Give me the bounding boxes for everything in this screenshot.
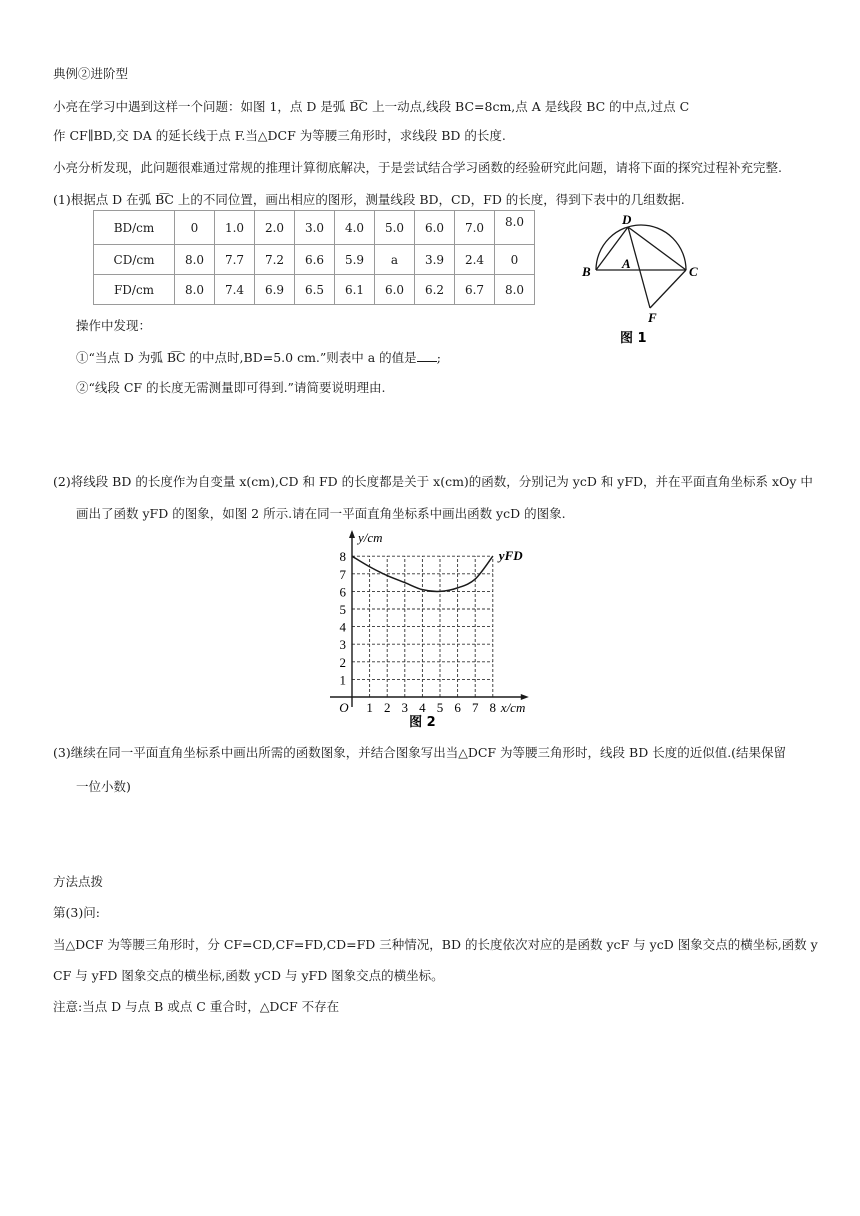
table-cell: 6.2: [415, 275, 455, 305]
table-cell: 5.0: [375, 211, 415, 245]
series-label-yfd: yFD: [498, 548, 523, 564]
segment-df: [628, 227, 650, 308]
label-c: C: [689, 264, 698, 279]
figure-1-diagram: [578, 212, 708, 348]
segment-cf: [650, 270, 686, 308]
table-cell: 6.0: [415, 211, 455, 245]
part3-line-1: (3)继续在同一平面直角坐标系中画出所需的函数图象，并结合图象写出当△DCF 为等腰三角形时，线段 BD 长度的近似值.(结果保留: [53, 745, 787, 760]
question-2: ②“线段 CF 的长度无需测量即可得到.”请简要说明理由.: [76, 380, 386, 395]
arc-bc: [596, 225, 686, 270]
y-tick-label: 7: [339, 566, 346, 582]
table-cell: 6.5: [295, 275, 335, 305]
x-axis-label: x/cm: [500, 700, 526, 715]
method-title: 方法点拨: [53, 874, 104, 889]
y-tick-label: 2: [339, 654, 346, 670]
x-tick-label: 2: [383, 700, 391, 715]
table-cell: 6.0: [375, 275, 415, 305]
table-cell: 2.0: [255, 211, 295, 245]
table-cell: BD/cm: [94, 211, 175, 245]
intro-line-1: 小亮在学习中遇到这样一个问题：如图 1，点 D 是弧 B͡C 上一动点,线段 BC=8cm,点 A 是线段 BC 的中点,过点 C: [53, 99, 690, 114]
y-tick-label: 5: [339, 602, 346, 617]
table-cell: 1.0: [215, 211, 255, 245]
y-tick-label: 1: [339, 672, 346, 688]
figure-2-chart: [328, 530, 533, 730]
table-cell: FD/cm: [94, 275, 175, 305]
x-tick-label: 1: [366, 700, 373, 715]
figure-2-caption: 图 2: [409, 715, 436, 730]
label-d: D: [622, 212, 632, 227]
part3-line-2: 一位小数): [76, 779, 131, 794]
table-cell: 3.0: [295, 211, 335, 245]
intro-line-3: 小亮分析发现，此问题很难通过常规的推理计算彻底解决，于是尝试结合学习函数的经验研究此问题，请将下面的探究过程补充完整.: [53, 160, 782, 175]
y-tick-label: 8: [339, 549, 346, 565]
table-cell: 0: [175, 211, 215, 245]
table-cell: 2.4: [455, 245, 495, 275]
label-f: F: [648, 310, 657, 325]
table-cell: 8.0: [495, 275, 535, 305]
figure-1-caption: 图 1: [620, 331, 647, 346]
table-cell: 7.4: [215, 275, 255, 305]
method-subtitle: 第(3)问:: [53, 905, 100, 920]
table-cell: 7.7: [215, 245, 255, 275]
example-heading: 典例②进阶型: [53, 66, 129, 81]
segment-dc: [628, 227, 686, 270]
table-row: [94, 211, 535, 245]
x-tick-label: 5: [436, 700, 444, 715]
data-table: [93, 210, 535, 305]
part1-text: (1)根据点 D 在弧 B͡C 上的不同位置，画出相应的图形，测量线段 BD，CD，FD 的长度，得到下表中的几组数据.: [53, 192, 685, 207]
operation-label: 操作中发现：: [76, 318, 152, 333]
y-tick-label: 4: [339, 619, 346, 635]
table-cell: 6.6: [295, 245, 335, 275]
table-cell: 0: [495, 245, 535, 275]
table-cell: 8.0: [495, 211, 535, 245]
x-tick-label: 4: [419, 700, 426, 715]
table-cell: 6.9: [255, 275, 295, 305]
table-cell: 5.9: [335, 245, 375, 275]
x-tick-label: 3: [401, 700, 409, 715]
table-cell: 4.0: [335, 211, 375, 245]
question-1: [76, 349, 441, 366]
table-cell: 7.2: [255, 245, 295, 275]
x-tick-label: 7: [471, 700, 479, 715]
method-line-2: CF 与 yFD 图象交点的横坐标,函数 yCD 与 yFD 图象交点的横坐标。: [53, 968, 444, 983]
table-cell: 6.7: [455, 275, 495, 305]
x-tick-label: 8: [489, 700, 497, 715]
table-cell: a: [375, 245, 415, 275]
y-axis-arrow: [349, 530, 355, 538]
question-1-end: ;: [436, 350, 441, 365]
intro-line-2: 作 CF∥BD,交 DA 的延长线于点 F.当△DCF 为等腰三角形时，求线段 BD 的长度.: [53, 128, 506, 143]
table-cell: 8.0: [175, 275, 215, 305]
part2-line-2: 画出了函数 yFD 的图象，如图 2 所示.请在同一平面直角坐标系中画出函数 ycD 的图象.: [76, 506, 566, 521]
table-cell: 3.9: [415, 245, 455, 275]
y-axis-label: y/cm: [358, 530, 383, 545]
origin-label: O: [339, 700, 349, 715]
question-1-text: ①“当点 D 为弧 B͡C 的中点时,BD=5.0 cm.”则表中 a 的值是: [76, 350, 417, 365]
table-cell: 8.0: [175, 245, 215, 275]
method-line-1: 当△DCF 为等腰三角形时，分 CF=CD,CF=FD,CD=FD 三种情况，BD 的长度依次对应的是函数 ycF 与 ycD 图象交点的横坐标,函数 y: [53, 937, 818, 952]
table-row: [94, 245, 535, 275]
x-tick-label: 6: [454, 700, 461, 715]
table-row: [94, 275, 535, 305]
method-note: 注意:当点 D 与点 B 或点 C 重合时，△DCF 不存在: [53, 999, 340, 1014]
label-b: B: [582, 264, 591, 279]
part2-line-1: (2)将线段 BD 的长度作为自变量 x(cm),CD 和 FD 的长度都是关于 x(cm)的函数，分别记为 ycD 和 yFD，并在平面直角坐标系 xOy 中: [53, 474, 813, 489]
table-cell: CD/cm: [94, 245, 175, 275]
answer-blank: [417, 349, 437, 362]
table-cell: 7.0: [455, 211, 495, 245]
y-tick-label: 6: [339, 584, 346, 600]
label-a: A: [622, 256, 631, 271]
table-cell: 6.1: [335, 275, 375, 305]
y-tick-label: 3: [339, 637, 346, 653]
